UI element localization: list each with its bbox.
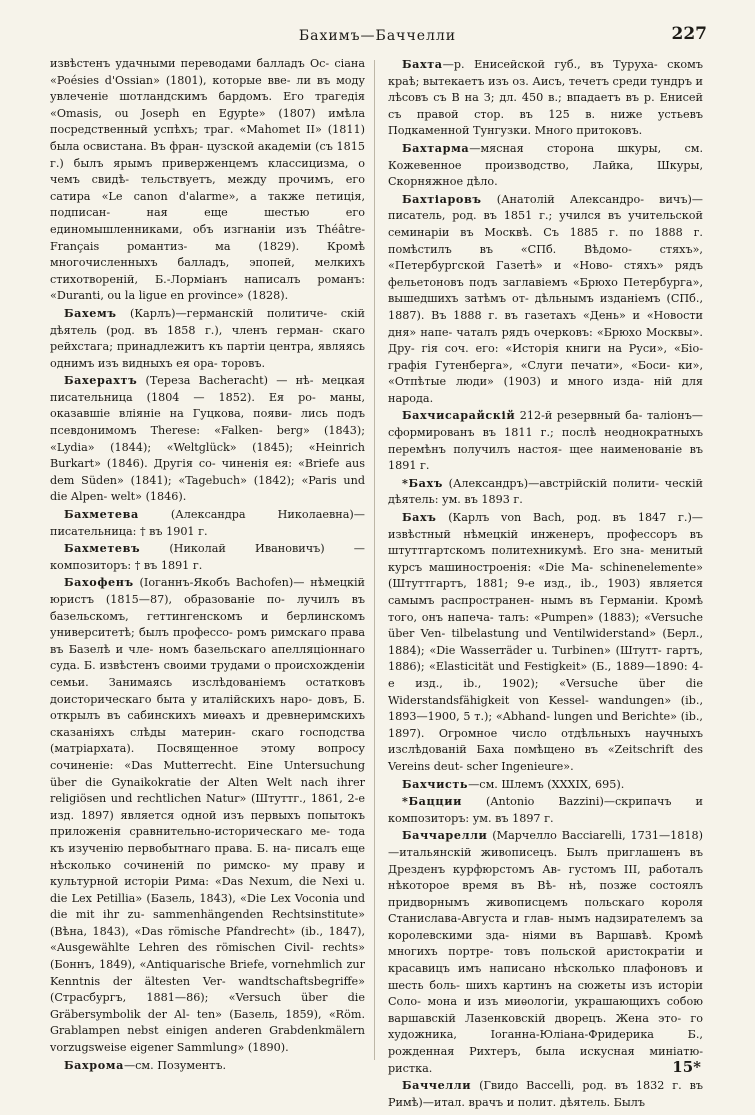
dictionary-entry: [388, 140, 703, 191]
entry-text: —см. Позументъ.: [123, 1058, 227, 1072]
entry-text: (Тереза Bacheracht) — нѣ- мецкая писательница (1804 — 1852). Ея ро- маны, оказавшіе вліяніе на Гуцкова, появи- лись подъ псевдонимомъ Therese: «Falken- berg» (1843); «Lydia» (1844); «Weltglück» (1845); «Heinrich Burkart» (1846). Другія со- чиненія ея: «Briefe aus dem Süden» (1841); «Tagebuch» (1842); «Paris und die Alpen- welt» (1846).: [50, 374, 365, 504]
entry-headword: Бахчисарайскій: [402, 408, 516, 423]
right-column: [388, 56, 703, 1109]
entry-text: (Александръ)—австрійскій полити- ческій дѣятель: ум. въ 1893 г.: [388, 476, 703, 507]
dictionary-entry: [50, 540, 365, 574]
entry-text: (Марчелло Bacciarelli, 1731—1818)—итальянскій живописецъ. Былъ приглашенъ въ Дрезденъ курфюрстомъ Ав- густомъ III, работалъ нѣкоторое время въ Вѣ- нѣ, позже состоялъ придворнымъ живописцемъ польскаго короля Станислава-Августа и глав- нымъ надзирателемъ за королевскими зда- ніями въ Варшавѣ. Кромѣ многихъ портре- товъ польской аристократіи и красавицъ имъ написано нѣсколько плафоновъ и шесть боль- шихъ картинъ на сюжеты изъ исторіи Соло- мона и изъ миѳологіи, украшающихъ собою варшавскій Лазенковскій дворецъ. Жена это- го художника, Іоганна-Юліана-Фридерика Б., рожденная Рихтеръ, была искусная миніатю- ристка.: [388, 829, 703, 1075]
dictionary-entry: [388, 793, 703, 827]
entry-headword: Бахметевъ: [64, 541, 141, 556]
entry-text: (Николай Ивановичъ) — композиторъ: † въ 1891 г.: [50, 542, 365, 572]
entry-text: (Antonio Bazzini)—скрипачъ и композиторъ: ум. въ 1897 г.: [388, 795, 703, 825]
signature-mark: 15*: [672, 1058, 701, 1076]
entry-text: —мясная сторона шкуры, см. Кожевенное производство, Лайка, Шкуры, Скорняжное дѣло.: [388, 141, 703, 189]
page-header: [50, 24, 705, 50]
dictionary-entry: [388, 475, 703, 509]
entry-headword: Бахта: [402, 57, 443, 71]
entry-headword: Бахчисть: [402, 776, 469, 791]
entry-text: (Александра Николаевна)— писательница: † въ 1901 г.: [50, 508, 365, 538]
running-head: Бахимъ—Баччелли: [298, 28, 457, 44]
dictionary-entry: [50, 372, 365, 506]
entry-headword: Бахемъ: [64, 305, 117, 320]
entry-text: (Іоганнъ-Якобъ Bachofen)— нѣмецкій юристъ (1815—87), образованіе по- лучилъ въ базельскомъ, геттингенскомъ и берлинскомъ университетѣ; былъ профессо- ромъ римскаго права въ Базелѣ и чле- номъ базельскаго апелляціоннаго суда. Б. извѣстенъ своими трудами о происхожденіи семьи. Занимаясь изслѣдованіемъ остатковъ доисторическаго быта у италійскихъ наро- довъ, Б. открылъ въ сабинскихъ миѳахъ и древнеримскихъ сказаніяхъ слѣды материн- скаго господства (матріархата). Посвященное этому вопросу сочиненіе: «Das Mutterrecht. Eine Untersuchung über die Gynaikokratie der Alten Welt nach ihrer religiösen und rechtlichen Natur» (Штуттг., 1861, 2-е изд. 1897) является одной изъ первыхъ попытокъ приложенія сравнительно-историческаго ме- тода къ изученію первобытнаго права. Б. на- писалъ еще нѣсколько сочиненій по римско- му праву и культурной исторіи Рима: «Das Nexum, die Nexi u. die Lex Petillia» (Базель, 1843), «Die Lex Voconia und die mit ihr zu- sammenhängenden Rechtsinstitute» (Вѣна, 1843), «Das römische Pfandrecht» (ib., 1847), «Ausgewählte Lehren des römischen Civil- rechts» (Боннъ, 1849), «Antiquarische Briefe, vornehmlich zur Kenntnis der ältesten Ver- wandtschaftsbegriffe» (Страсбургъ, 1881—86); «Versuch über die Gräbersymbolik der Al- ten» (Базель, 1859), «Röm. Grablampen nebst einigen anderen Grabdenkmälern vorzugsweise eigener Sammlung» (1890).: [50, 576, 365, 1055]
dictionary-entry: [388, 509, 703, 776]
dictionary-entry: [50, 1057, 365, 1075]
left-column: [50, 56, 365, 1086]
dictionary-entry: [50, 574, 365, 1056]
dictionary-entry: [388, 1077, 703, 1111]
entry-text: —р. Енисейской губ., въ Туруха- скомъ краѣ; вытекаетъ изъ оз. Аисъ, течетъ среди тундръ и лѣсовъ съ В на З; дл. 450 в.; впадаетъ въ р. Енисей съ правой стор. въ 125 в. ниже устьевъ Подкаменной Тунгузки. Много притоковъ.: [388, 58, 703, 138]
entry-text: (Карлъ)—германскій политиче- скій дѣятель (род. въ 1858 г.), членъ герман- скаго рейхстага; принадлежитъ къ партіи центра, являясь однимъ изъ видныхъ ея ора- торовъ.: [50, 306, 365, 370]
entry-text: (Анатолій Александро- вичъ)—писатель, род. въ 1851 г.; учился въ учительской семинаріи въ Москвѣ. Съ 1885 г. по 1888 г. помѣстилъ въ «СПб. Вѣдомо- стяхъ», «Петербургской Газетѣ» и «Ново- стяхъ» рядъ фельетоновъ подъ заглавіемъ «Брюхо Петербурга», вышедшихъ затѣмъ от- дѣльнымъ изданіемъ (СПб., 1887). Въ 1888 г. въ газетахъ «День» и «Новости дня» напе- чаталъ рядъ очерковъ: «Брюхо Москвы». Дру- гія соч. его: «Исторія книги на Руси», «Біо- графія Гутенберга», «Слуги печати», «Боси- ки», «Отпѣтые люди» (1903) и много изда- ній для народа.: [388, 192, 703, 405]
entry-headword: Бахтарма: [402, 140, 470, 155]
entry-text: (Гвидо Baccelli, род. въ 1832 г. въ Римѣ)—итал. врачъ и полит. дѣятель. Былъ: [388, 1079, 703, 1109]
entry-headword: Бахрома: [64, 1057, 124, 1072]
entry-headword: *Бахъ: [402, 475, 443, 490]
entry-text: —см. Шлемъ (XXXIX, 695).: [468, 777, 625, 791]
dictionary-entry: [50, 305, 365, 372]
entry-text: извѣстенъ удачными переводами балладъ Ос- сіана «Poésies d'Ossian» (1801), которые вве- ли въ моду увлеченіе шотландскимъ бардомъ. Его трагедія «Omasis, ou Joseph en Egypte» (1807) имѣла посредственный успѣхъ; траг. «Mahomet II» (1811) была освистана. Въ фран- цузской академіи (съ 1815 г.) былъ ярымъ приверженцемъ классицизма, о чемъ свидѣ- тельствуетъ, между прочимъ, его сатира «Le canon d'alarme», а также петиція, подписан- ная еще шестью его единомышленниками, объ изгнаніи изъ Théâtre-Français романтиз- ма (1829). Кромѣ многочисленныхъ балладъ, эпопей, мелкихъ стихотвореній, Б.-Лорміанъ написалъ романъ: «Duranti, ou la ligue en province» (1828).: [50, 57, 365, 303]
entry-headword: Баччарелли: [402, 828, 488, 843]
dictionary-entry: [388, 827, 703, 1077]
entry-headword: Баччелли: [402, 1078, 472, 1093]
entry-headword: Бахъ: [402, 510, 437, 525]
dictionary-entry: [388, 191, 703, 408]
entry-headword: Бахофенъ: [64, 575, 134, 590]
entry-headword: Бахерахтъ: [64, 373, 138, 388]
entry-headword: Бахметева: [64, 507, 139, 522]
entry-text: (Карлъ von Bach, род. въ 1847 г.)— извѣстный нѣмецкій инженеръ, профессоръ въ штуттгартскомъ политехникумѣ. Его зна- менитый курсъ машиностроенія: «Die Ma- schinenelemente» (Штуттгартъ, 1881; 9-е изд., ib., 1903) является самымъ распространен- нымъ въ Германіи. Кромѣ того, онъ напеча- талъ: «Pumpen» (1883); «Versuche über Ven- tilbelastung und Ventilwiderstand» (Берл., 1884); «Die Wasserräder u. Turbinen» (Штутт- гартъ, 1886); «Elasticität und Festigkeit» (Б., 1889—1890: 4-е изд., ib., 1902); «Versuche über die Widerstandsfähigkeit von Kessel- wandungen» (ib., 1893—1900, 5 т.); «Abhand- lungen und Berichte» (ib., 1897). Огромное число отдѣльныхъ научныхъ изслѣдованій Баха помѣщено въ «Zeitschrift des Vereins deut- scher Ingenieure».: [388, 511, 703, 773]
dictionary-entry: [388, 407, 703, 474]
entry-headword: Бахтіаровъ: [402, 191, 482, 206]
dictionary-entry: [388, 776, 703, 794]
column-divider: [374, 60, 375, 1060]
dictionary-entry: [50, 506, 365, 540]
entry-headword: *Бацции: [402, 794, 462, 809]
dictionary-entry: [50, 56, 365, 305]
entry-text: 212-й резервный ба- таліонъ—сформированъ въ 1811 г.; послѣ неоднократныхъ перемѣнъ получилъ настоя- щее наименованіе въ 1891 г.: [388, 409, 703, 473]
page-number: 227: [671, 24, 707, 44]
dictionary-entry: [388, 56, 703, 140]
